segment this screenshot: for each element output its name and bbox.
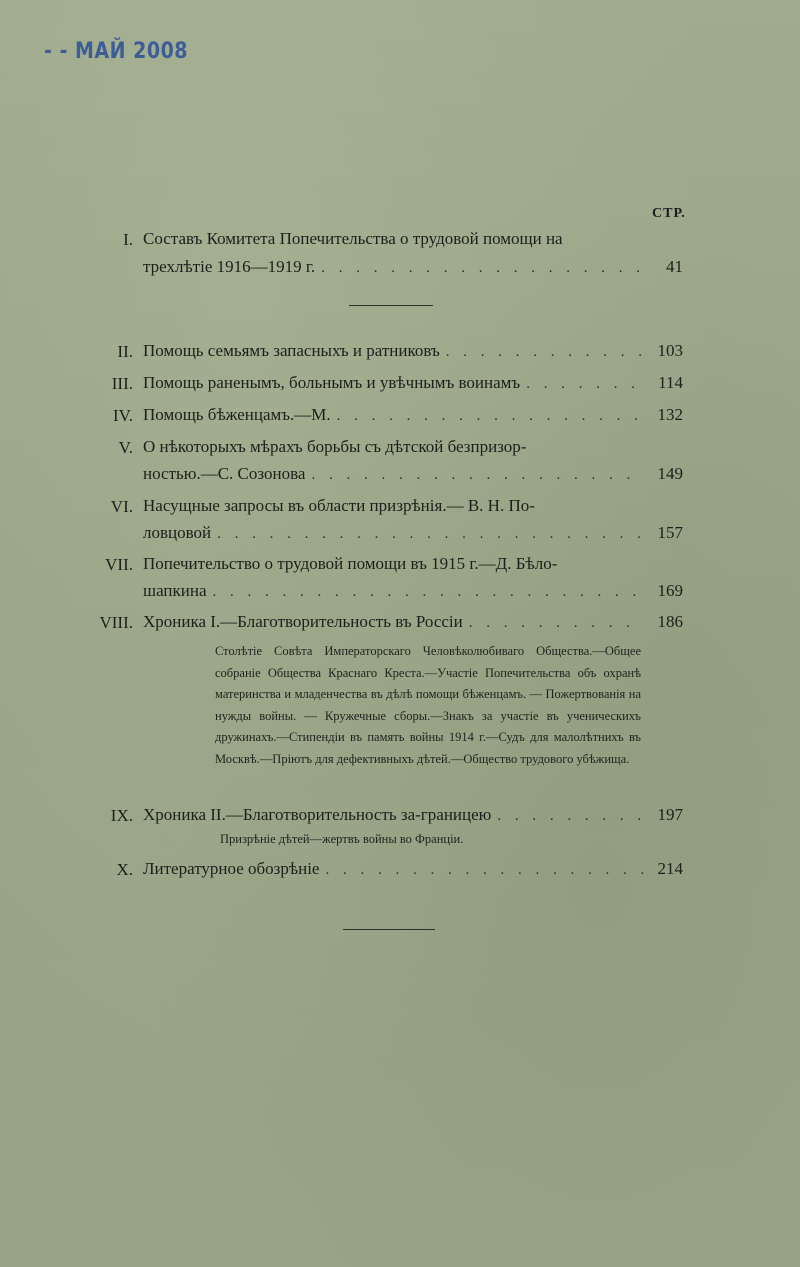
entry-title-line-2: шапкина . . . 169 bbox=[143, 581, 683, 605]
entry-number: IX. bbox=[110, 806, 133, 825]
entry-title-line-2: трехлѣтіе 1916—1919 г. . . . 41 bbox=[143, 257, 683, 281]
entry-title-line: Литературное обозрѣніе . . . 214 bbox=[143, 859, 683, 883]
entry-title-line-1: Насущные запросы въ области призрѣнія.— В. Н. По- bbox=[143, 496, 535, 515]
entry-number: II. bbox=[117, 342, 133, 361]
entry-page-number: 132 bbox=[657, 405, 683, 424]
entry-number: IV. bbox=[113, 406, 133, 425]
leader-dots bbox=[526, 376, 645, 393]
entry-number: III. bbox=[111, 374, 133, 393]
leader-dots bbox=[213, 584, 645, 601]
leader-dots bbox=[469, 615, 645, 632]
entry-title-line-2: ностью.—С. Созонова . . . 149 bbox=[143, 464, 683, 488]
entry-title-line-1: Попечительство о трудовой помощи въ 1915 г.—Д. Бѣло- bbox=[143, 554, 558, 573]
library-date-stamp: - - МАЙ 2008 bbox=[44, 38, 189, 64]
page-column-header: СТР. bbox=[652, 206, 686, 221]
entry-page-number: 157 bbox=[657, 523, 683, 542]
entry-page-number: 186 bbox=[657, 612, 683, 631]
entry-title-line-1: О нѣкоторыхъ мѣрахъ борьбы съ дѣтской безпризор- bbox=[143, 437, 527, 456]
section-divider bbox=[349, 305, 433, 306]
entry-title-line: Хроника I.—Благотворительность въ Россіи . . . 186 bbox=[143, 612, 683, 636]
entry-page-number: 197 bbox=[657, 805, 683, 824]
entry-page-number: 169 bbox=[657, 581, 683, 600]
entry-number: X. bbox=[116, 860, 133, 879]
chronicle-1-subtopics: Столѣтіе Совѣта Императорскаго Человѣколюбиваго Общества.—Общее собраніе Общества Краснаго Креста.—Участіе Попечительства объ охранѣ материнства и младенчества въ дѣлѣ помощи бѣженцамъ. — Пожертвованія на нужды войны. — Кружечные сборы.—Знакъ за участіе въ ученическихъ дружинахъ.—Стипендіи въ память войны 1914 г.—Судъ для малолѣтнихъ въ Москвѣ.—Пріютъ для дефективныхъ дѣтей.—Общество трудового убѣжища. bbox=[215, 644, 641, 766]
entry-title-line: Помощь бѣженцамъ.—М. . . . 132 bbox=[143, 405, 683, 429]
entry-page-number: 214 bbox=[657, 859, 683, 878]
entry-page-number: 114 bbox=[658, 373, 683, 392]
entry-title-line-1: Составъ Комитета Попечительства о трудовой помощи на bbox=[143, 229, 563, 248]
leader-dots bbox=[311, 467, 645, 484]
entry-number: VIII. bbox=[99, 613, 133, 632]
entry-title-line: Хроника II.—Благотворительность за-границею . . . 197 bbox=[143, 805, 683, 829]
leader-dots bbox=[321, 260, 645, 277]
entry-number: VI. bbox=[110, 497, 133, 516]
leader-dots bbox=[337, 408, 645, 425]
chronicle-2-subtopics: Призрѣніе дѣтей—жертвъ войны во Франціи. bbox=[220, 832, 464, 846]
entry-title-line: Помощь раненымъ, больнымъ и увѣчнымъ воинамъ . . . 114 bbox=[143, 373, 683, 397]
entry-title-line: Помощь семьямъ запасныхъ и ратниковъ . . . 103 bbox=[143, 341, 683, 365]
entry-page-number: 149 bbox=[657, 464, 683, 483]
leader-dots bbox=[497, 808, 645, 825]
leader-dots bbox=[325, 862, 645, 879]
entry-page-number: 103 bbox=[657, 341, 683, 360]
entry-number: VII. bbox=[105, 555, 133, 574]
entry-title-line-2: ловцовой . . . 157 bbox=[143, 523, 683, 547]
closing-divider bbox=[343, 929, 435, 930]
leader-dots bbox=[446, 344, 645, 361]
leader-dots bbox=[217, 526, 645, 543]
entry-number: I. bbox=[123, 230, 133, 249]
entry-page-number: 41 bbox=[666, 257, 683, 276]
entry-number: V. bbox=[118, 438, 133, 457]
